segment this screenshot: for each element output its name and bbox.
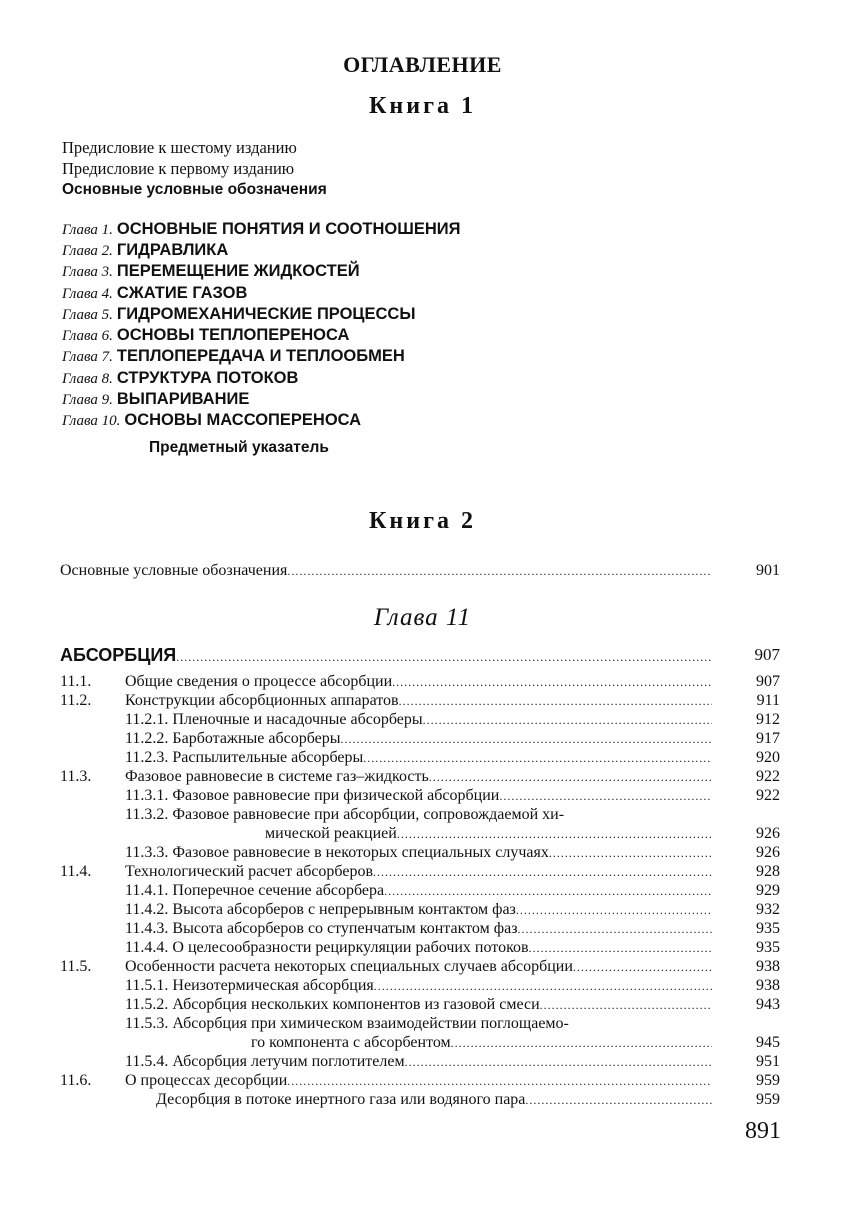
entry-text: Технологический расчет абсорберов xyxy=(125,863,374,880)
section-number: 11.1. xyxy=(60,673,92,690)
page-ref: 926 xyxy=(756,844,780,861)
dot-leader xyxy=(176,647,712,667)
chapter-name: ОСНОВЫ ТЕПЛОПЕРЕНОСА xyxy=(116,326,350,344)
front-matter-item: Основные условные обозначения xyxy=(62,181,327,198)
page-ref: 959 xyxy=(756,1072,780,1089)
book1-chapter xyxy=(62,304,415,325)
section-number: 11.3. xyxy=(60,768,92,785)
entry-text: 11.4.2. Высота абсорберов с непрерывным контактом фаз xyxy=(125,901,516,918)
dot-leader xyxy=(384,881,712,901)
front-matter-item: Предисловие к шестому изданию xyxy=(62,138,297,157)
page-ref: 901 xyxy=(756,562,780,579)
dot-leader xyxy=(451,1033,712,1053)
chapter-name: ОСНОВЫ МАССОПЕРЕНОСА xyxy=(124,411,362,429)
toc-row xyxy=(60,900,780,920)
toc-row xyxy=(60,957,780,977)
dot-leader xyxy=(405,1052,712,1072)
entry-text: Особенности расчета некоторых специальных случаев абсорбции xyxy=(125,958,573,975)
toc-row xyxy=(60,881,780,901)
entry-text: Основные условные обозначения xyxy=(60,562,288,579)
page-ref: 912 xyxy=(756,711,780,728)
page-ref: 932 xyxy=(756,901,780,918)
dot-leader xyxy=(399,691,712,711)
page-ref: 907 xyxy=(756,673,780,690)
entry-text: 11.3.1. Фазовое равновесие при физической абсорбции xyxy=(125,787,500,804)
toc-row-heading xyxy=(60,645,780,665)
book1-chapter xyxy=(62,389,249,410)
book1-chapter xyxy=(62,346,405,367)
chapter-name: ТЕПЛОПЕРЕДАЧА И ТЕПЛООБМЕН xyxy=(116,347,405,365)
entry-text: 11.4.3. Высота абсорберов со ступенчатым контактом фаз xyxy=(125,920,518,937)
toc-row xyxy=(60,748,780,768)
chapter-name: ГИДРОМЕХАНИЧЕСКИЕ ПРОЦЕССЫ xyxy=(116,305,416,323)
entry-text-continuation: го компонента с абсорбентом xyxy=(251,1034,451,1051)
entry-text: 11.5.2. Абсорбция нескольких компонентов из газовой смеси xyxy=(125,996,540,1013)
dot-leader xyxy=(287,561,712,581)
book2-title: Книга 2 xyxy=(369,508,476,534)
page-number: 891 xyxy=(745,1118,781,1144)
dot-leader xyxy=(374,976,712,996)
entry-text: 11.4.1. Поперечное сечение абсорбера xyxy=(125,882,385,899)
toc-row xyxy=(60,672,780,692)
book1-chapter xyxy=(62,410,361,431)
dot-leader xyxy=(529,938,712,958)
chapter-label: Глава 6. xyxy=(62,328,113,344)
page-ref: 920 xyxy=(756,749,780,766)
toc-title: ОГЛАВЛЕНИЕ xyxy=(343,52,502,77)
toc-row xyxy=(60,976,780,996)
page-ref: 945 xyxy=(756,1034,780,1051)
chapter-label: Глава 5. xyxy=(62,307,113,323)
entry-text: Конструкции абсорбционных аппаратов xyxy=(125,692,399,709)
toc-row xyxy=(60,938,780,958)
dot-leader xyxy=(525,1090,712,1110)
chapter-name: ПЕРЕМЕЩЕНИЕ ЖИДКОСТЕЙ xyxy=(116,262,360,280)
page-ref: 935 xyxy=(756,920,780,937)
entry-text-continuation: мической реакцией xyxy=(265,825,397,842)
front-matter-item: Предисловие к первому изданию xyxy=(62,159,295,178)
chapter-label: Глава 10. xyxy=(62,413,121,429)
page-ref: 951 xyxy=(756,1053,780,1070)
book1-chapter xyxy=(62,240,228,261)
dot-leader xyxy=(341,729,712,749)
page-ref: 926 xyxy=(756,825,780,842)
entry-text: 11.2.3. Распылительные абсорберы xyxy=(125,749,364,766)
toc-row xyxy=(60,919,780,939)
entry-text: 11.3.3. Фазовое равновесие в некоторых специальных случаях xyxy=(125,844,549,861)
entry-text-first-line: 11.5.3. Абсорбция при химическом взаимодействии поглощаемо- xyxy=(125,1015,569,1032)
book1-chapter xyxy=(62,325,349,346)
entry-text: Общие сведения о процессе абсорбции xyxy=(125,673,393,690)
dot-leader xyxy=(573,957,712,977)
book1-chapter xyxy=(62,368,298,389)
page-ref: 907 xyxy=(754,645,780,664)
section-number: 11.2. xyxy=(60,692,92,709)
toc-row xyxy=(60,786,780,806)
book1-chapter xyxy=(62,283,247,304)
book1-chapter xyxy=(62,219,460,240)
chapter-name: ОСНОВНЫЕ ПОНЯТИЯ И СООТНОШЕНИЯ xyxy=(116,220,461,238)
chapter-name: СЖАТИЕ ГАЗОВ xyxy=(116,284,248,302)
entry-text: 11.2.1. Пленочные и насадочные абсорберы xyxy=(125,711,423,728)
chapter-name: ВЫПАРИВАНИЕ xyxy=(116,390,250,408)
dot-leader xyxy=(397,824,712,844)
page-ref: 935 xyxy=(756,939,780,956)
entry-text: 11.5.1. Неизотермическая абсорбция xyxy=(125,977,374,994)
page-ref: 911 xyxy=(756,692,780,709)
toc-row xyxy=(60,729,780,749)
entry-text-first-line: 11.3.2. Фазовое равновесие при абсорбции, сопровождаемой хи- xyxy=(125,806,565,823)
chapter-label: Глава 2. xyxy=(62,243,113,259)
subject-index: Предметный указатель xyxy=(149,439,329,456)
dot-leader xyxy=(363,748,712,768)
dot-leader xyxy=(287,1071,712,1091)
book1-chapter xyxy=(62,261,360,282)
page-ref: 922 xyxy=(756,768,780,785)
toc-row xyxy=(60,710,780,730)
page-ref: 938 xyxy=(756,977,780,994)
entry-text: Фазовое равновесие в системе газ–жидкость xyxy=(125,768,429,785)
section-number: 11.4. xyxy=(60,863,92,880)
toc-row xyxy=(60,1033,780,1053)
chapter-name: СТРУКТУРА ПОТОКОВ xyxy=(116,369,299,387)
entry-text: АБСОРБЦИЯ xyxy=(60,645,177,665)
toc-row xyxy=(60,767,780,787)
entry-text: 11.4.4. О целесообразности рециркуляции рабочих потоков xyxy=(125,939,529,956)
page-ref: 943 xyxy=(756,996,780,1013)
dot-leader xyxy=(392,672,712,692)
toc-row xyxy=(60,995,780,1015)
chapter-name: ГИДРАВЛИКА xyxy=(116,241,229,259)
dot-leader xyxy=(429,767,712,787)
page-ref: 922 xyxy=(756,787,780,804)
toc-row xyxy=(60,1052,780,1072)
chapter-label: Глава 1. xyxy=(62,222,113,238)
chapter-label: Глава 9. xyxy=(62,392,113,408)
entry-text: О процессах десорбции xyxy=(125,1072,288,1089)
toc-row xyxy=(60,824,780,844)
section-number: 11.6. xyxy=(60,1072,92,1089)
page-ref: 928 xyxy=(756,863,780,880)
toc-row xyxy=(60,1090,780,1110)
dot-leader xyxy=(373,862,712,882)
chapter-label: Глава 7. xyxy=(62,349,113,365)
page-ref: 959 xyxy=(756,1091,780,1108)
page-ref: 938 xyxy=(756,958,780,975)
chapter-label: Глава 8. xyxy=(62,371,113,387)
toc-row xyxy=(60,843,780,863)
dot-leader xyxy=(499,786,712,806)
entry-text: 11.5.4. Абсорбция летучим поглотителем xyxy=(125,1053,405,1070)
chapter-label: Глава 3. xyxy=(62,264,113,280)
toc-row xyxy=(60,862,780,882)
toc-row-notation xyxy=(60,561,780,581)
toc-row xyxy=(60,1071,780,1091)
dot-leader xyxy=(549,843,712,863)
dot-leader xyxy=(516,900,712,920)
dot-leader xyxy=(540,995,712,1015)
chapter-label: Глава 4. xyxy=(62,286,113,302)
entry-text: 11.2.2. Барботажные абсорберы xyxy=(125,730,341,747)
dot-leader xyxy=(518,919,712,939)
section-number: 11.5. xyxy=(60,958,92,975)
entry-text: Десорбция в потоке инертного газа или водяного пара xyxy=(156,1091,526,1108)
dot-leader xyxy=(423,710,712,730)
chapter11-title: Глава 11 xyxy=(373,604,472,631)
page-ref: 917 xyxy=(756,730,780,747)
book1-title: Книга 1 xyxy=(369,93,476,119)
page-ref: 929 xyxy=(756,882,780,899)
toc-row xyxy=(60,691,780,711)
